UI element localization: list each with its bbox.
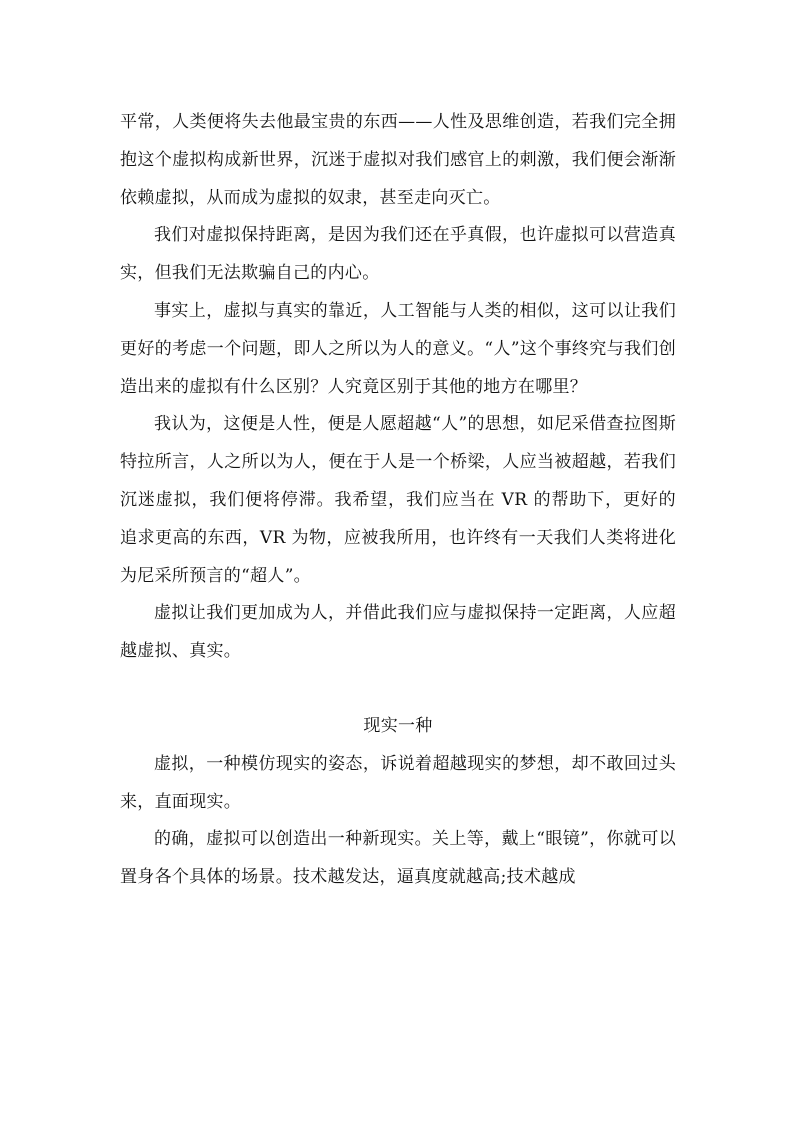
- paragraph-opinion: 我认为，这便是人性，便是人愿超越“人”的思想，如尼采借查拉图斯特拉所言，人之所以为人，便在于人是一个桥梁，人应当被超越，若我们沉迷虚拟，我们便将停滞。我希望，我们应当在 VR 的帮助下，更好的追求更高的东西，VR 为物，应被我所用，也许终有一天我们人类将进化为尼采所预言的“超人”。: [120, 414, 676, 586]
- paragraph-fact: 事实上，虚拟与真实的靠近，人工智能与人类的相似，这可以让我们更好的考虑一个问题，即人之所以为人的意义。“人”这个事终究与我们创造出来的虚拟有什么区别？人究竟区别于其他的地方在哪里？: [120, 300, 676, 397]
- paragraph-virtual-pose: 虚拟，一种模仿现实的姿态，诉说着超越现实的梦想，却不敢回过头来，直面现实。: [120, 753, 676, 812]
- section-title: 现实一种: [363, 715, 433, 736]
- paragraph-conclusion: 虚拟让我们更加成为人，并借此我们应与虚拟保持一定距离，人应超越虚拟、真实。: [120, 603, 676, 662]
- paragraph-distance: 我们对虚拟保持距离，是因为我们还在乎真假，也许虚拟可以营造真实，但我们无法欺骗自己的内心。: [120, 225, 676, 284]
- paragraph-continued: 平常，人类便将失去他最宝贵的东西——人性及思维创造，若我们完全拥抱这个虚拟构成新世界，沉迷于虚拟对我们感官上的刺激，我们便会渐渐依赖虚拟，从而成为虚拟的奴隶，甚至走向灭亡。: [120, 112, 676, 208]
- paragraph-new-reality: 的确，虚拟可以创造出一种新现实。关上等，戴上“眼镜”，你就可以置身各个具体的场景。技术越发达，逼真度就越高;技术越成: [120, 829, 676, 888]
- document-body: [120, 104, 676, 897]
